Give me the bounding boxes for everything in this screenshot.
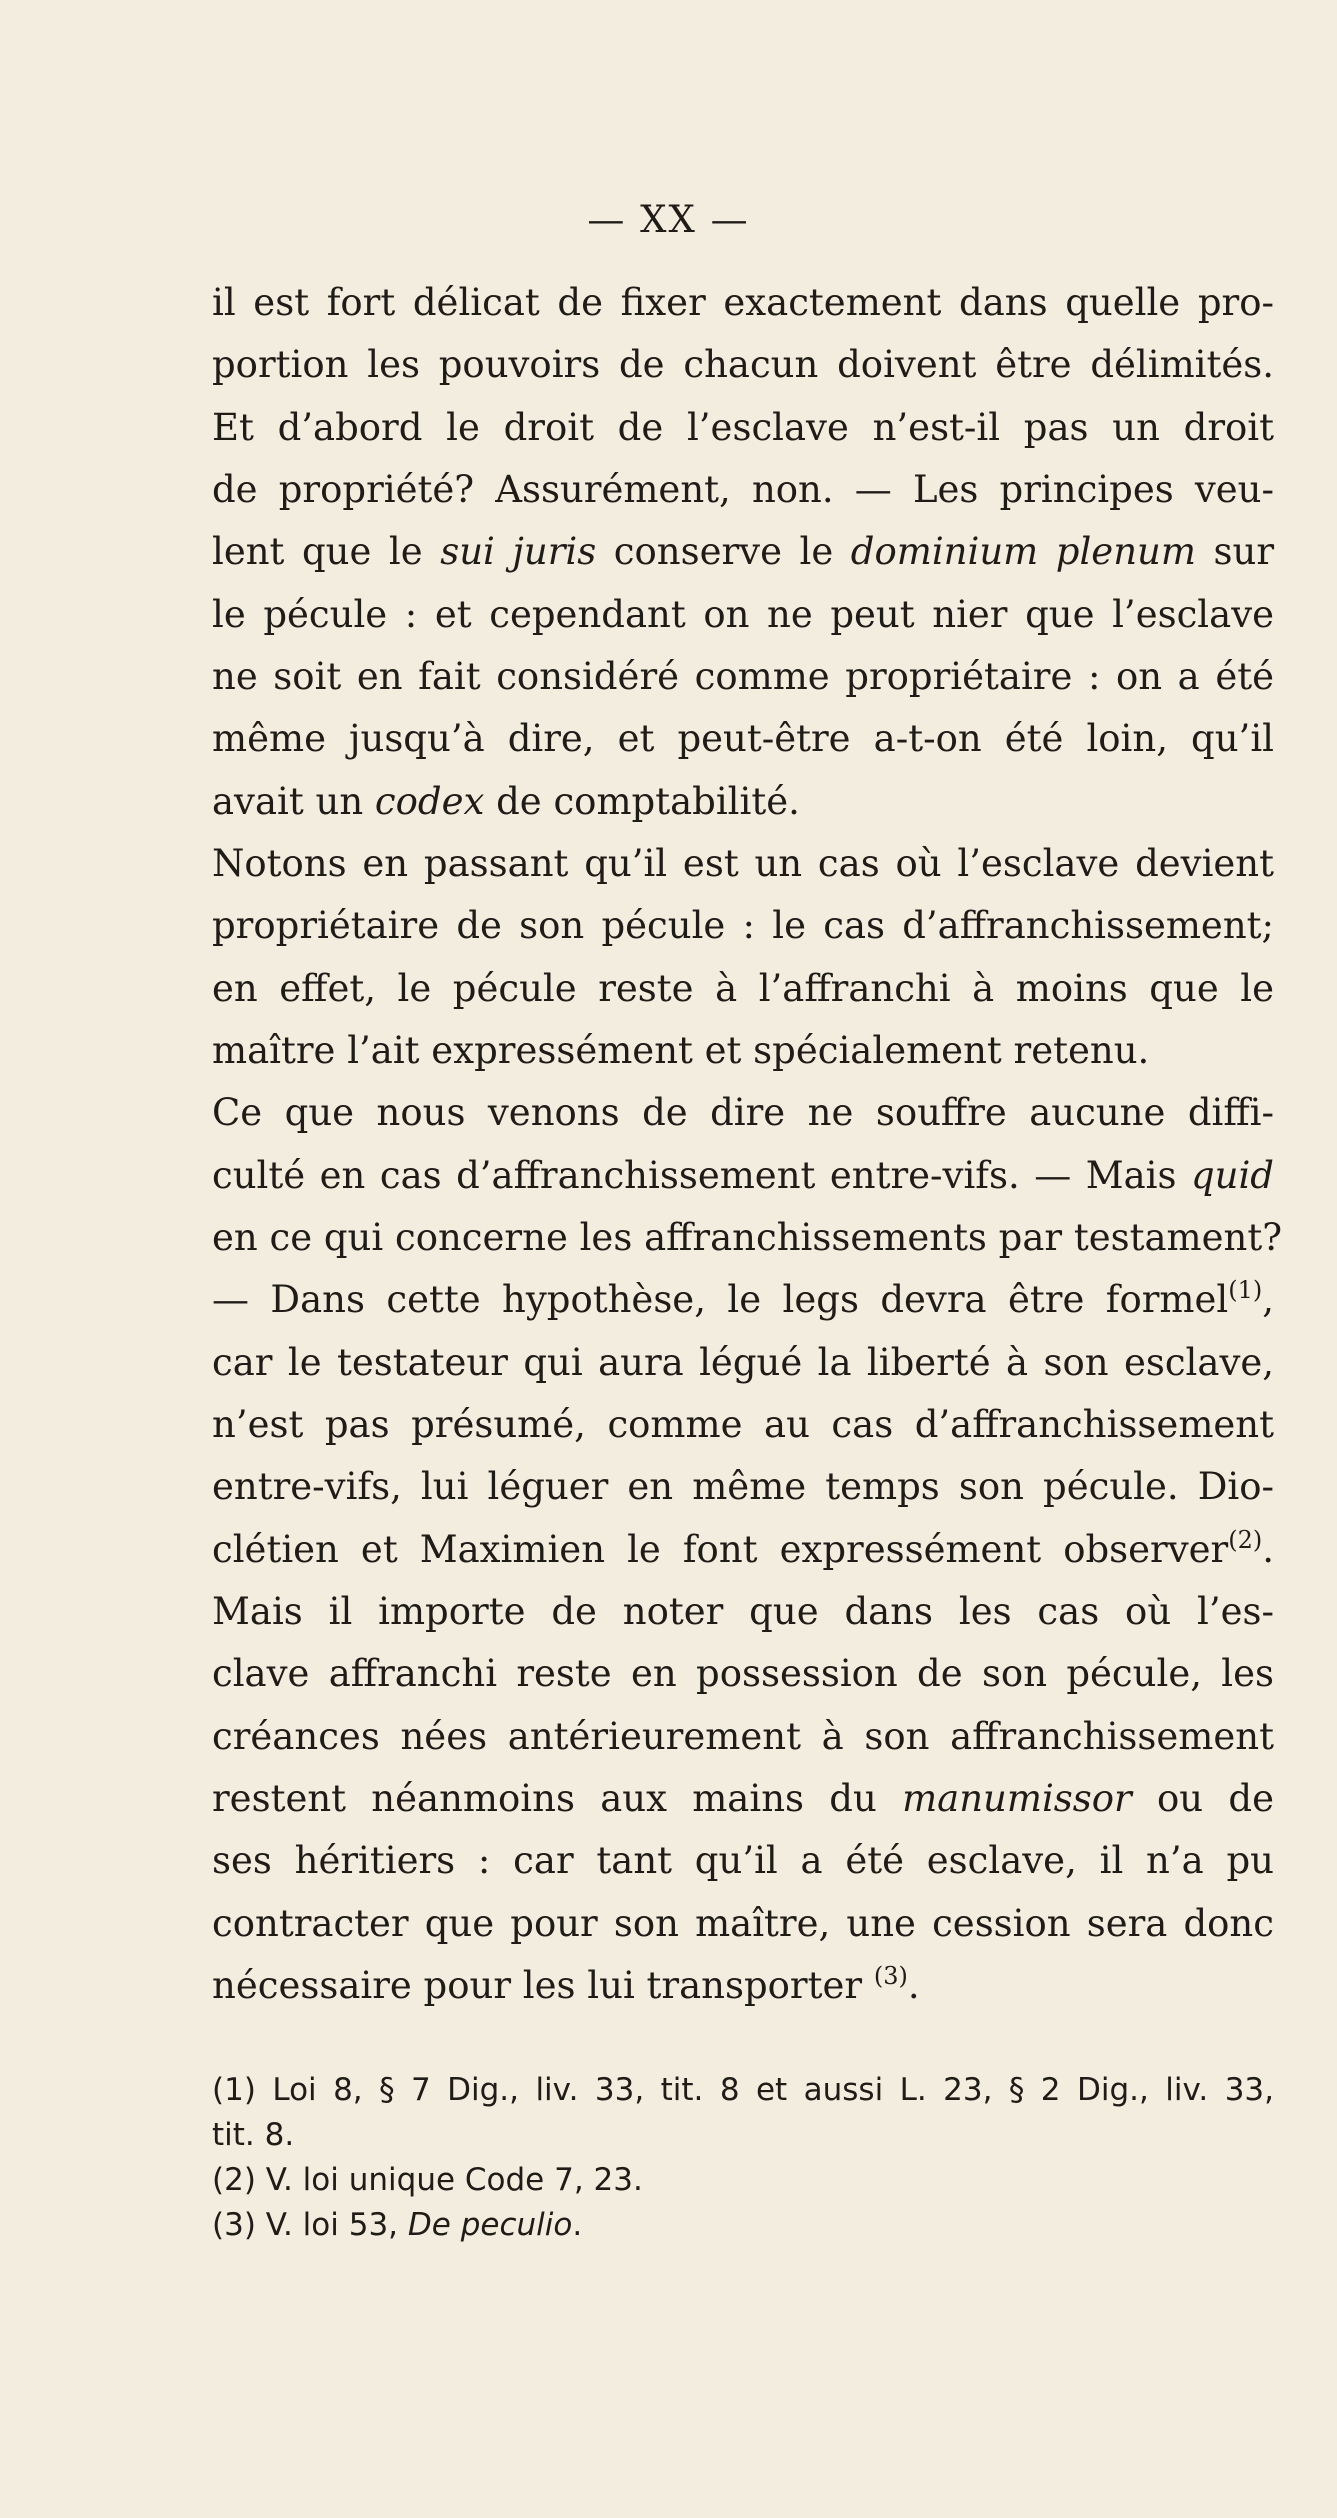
body-line: ses héritiers : car tant qu’il a été esclave, il n’a pu [212, 1839, 1274, 1882]
footnote: (2) V. loi unique Code 7, 23. [212, 2162, 643, 2198]
body-line: entre-vifs, lui léguer en même temps son pécule. Dio- [212, 1465, 1274, 1508]
body-line [212, 1962, 1274, 2007]
text-run: (3) V. loi 53, [212, 2207, 408, 2243]
body-line [212, 530, 1274, 573]
text-run: clétien et Maximien le font expressément observer [212, 1528, 1229, 1571]
body-line: créances nées antérieurement à son affranchissement [212, 1715, 1274, 1758]
italic-term: codex [374, 780, 485, 823]
text-run: ou de [1131, 1777, 1274, 1820]
body-line: Mais il importe de noter que dans les cas où l’es- [212, 1590, 1274, 1633]
body-line [212, 1777, 1274, 1820]
body-line: même jusqu’à dire, et peut-être a-t-on été loin, qu’il [212, 717, 1274, 760]
italic-term: De peculio [407, 2207, 573, 2243]
page-title: — XX — [587, 198, 750, 241]
body-line: clave affranchi reste en possession de son pécule, les [212, 1652, 1274, 1695]
body-line: il est fort délicat de fixer exactement dans quelle pro- [212, 281, 1274, 324]
body-line: n’est pas présumé, comme au cas d’affranchissement [212, 1403, 1274, 1446]
text-run: conserve le [596, 530, 851, 573]
body-line [212, 1526, 1274, 1571]
text-run: . [907, 1964, 920, 2007]
body-line: en effet, le pécule reste à l’affranchi à moins que le [212, 967, 1274, 1010]
footnote [212, 2207, 1274, 2243]
text-run: . [1262, 1528, 1274, 1571]
footnote-ref: (3) [873, 1962, 908, 1990]
text-run: culté en cas d’affranchissement entre-vifs. — Mais [212, 1154, 1191, 1197]
footnote-continuation: tit. 8. [212, 2117, 295, 2153]
body-line: portion les pouvoirs de chacun doivent être délimités. [212, 343, 1274, 386]
italic-term: sui juris [440, 530, 597, 573]
body-line: ne soit en fait considéré comme propriétaire : on a été [212, 655, 1274, 698]
body-line: contracter que pour son maître, une cession sera donc [212, 1902, 1274, 1945]
text-run: sur [1195, 530, 1274, 573]
text-run: lent que le [212, 530, 441, 573]
italic-term: dominium plenum [850, 530, 1196, 573]
text-run: — Dans cette hypothèse, le legs devra être formel [212, 1278, 1229, 1321]
text-run: de comptabilité. [484, 780, 800, 823]
body-line: maître l’ait expressément et spécialement retenu. [212, 1029, 1150, 1072]
text-run: restent néanmoins aux mains du [212, 1777, 903, 1820]
footnote-ref: (1) [1228, 1276, 1263, 1304]
body-line: Et d’abord le droit de l’esclave n’est-il pas un droit [212, 406, 1274, 449]
body-line: de propriété? Assurément, non. — Les principes veu- [212, 468, 1274, 511]
body-line: propriétaire de son pécule : le cas d’affranchissement; [212, 904, 1274, 947]
text-run: nécessaire pour les lui transporter [212, 1964, 874, 2007]
footnote: (1) Loi 8, § 7 Dig., liv. 33, tit. 8 et aussi L. 23, § 2 Dig., liv. 33, [212, 2072, 1274, 2108]
body-line: le pécule : et cependant on ne peut nier que l’esclave [212, 593, 1274, 636]
body-line [212, 1276, 1274, 1321]
body-line: en ce qui concerne les affranchissements par testament? [212, 1216, 1283, 1259]
footnote-ref: (2) [1228, 1526, 1263, 1554]
body-line: Notons en passant qu’il est un cas où l’esclave devient [212, 842, 1274, 885]
text-run: , [1262, 1278, 1274, 1321]
body-line [212, 1154, 1274, 1197]
text-run: . [572, 2207, 583, 2243]
body-line: car le testateur qui aura légué la liberté à son esclave, [212, 1341, 1274, 1384]
text-run: avait un [212, 780, 375, 823]
body-line: Ce que nous venons de dire ne souffre aucune diffi- [212, 1091, 1274, 1134]
italic-term: quid [1190, 1154, 1274, 1197]
italic-term: manumissor [902, 1777, 1132, 1820]
body-line [212, 780, 1274, 823]
